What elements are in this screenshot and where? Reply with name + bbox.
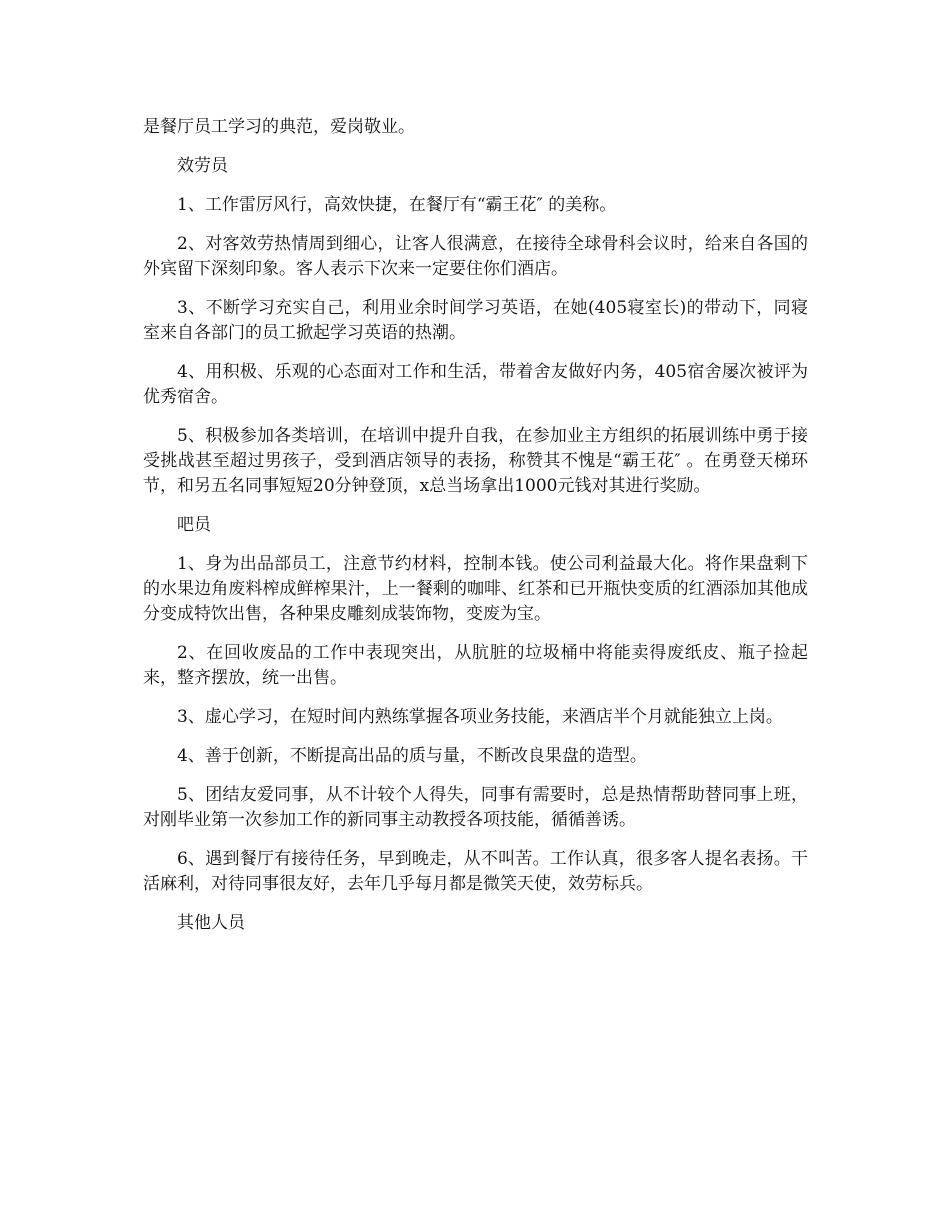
- paragraph: 5、积极参加各类培训，在培训中提升自我，在参加业主方组织的拓展训练中勇于接受挑战甚至超过男孩子，受到酒店领导的表扬，称赞其不愧是“霸王花″ 。在勇登天梯环节，和另五名同事短短20分钟登顶，x总当场拿出1000元钱对其进行奖励。: [143, 426, 808, 496]
- paragraph: 3、虚心学习，在短时间内熟练掌握各项业务技能，来酒店半个月就能独立上岗。: [177, 707, 783, 727]
- section-heading-bar-staff: 吧员: [177, 515, 211, 535]
- paragraph: 1、身为出品部员工，注意节约材料，控制本钱。使公司利益最大化。将作果盘剩下的水果边角废料榨成鲜榨果汁，上一餐剩的咖啡、红茶和已开瓶快变质的红酒添加其他成分变成特饮出售，各种果皮雕刻成装饰物，变废为宝。: [143, 554, 808, 624]
- document-body: [143, 115, 808, 950]
- paragraph-continuation: 是餐厅员工学习的典范，爱岗敬业。: [143, 117, 415, 137]
- paragraph: 4、善于创新，不断提高出品的质与量，不断改良果盘的造型。: [177, 746, 647, 766]
- paragraph: 3、不断学习充实自己，利用业余时间学习英语，在她(405寝室长)的带动下，同寝室来自各部门的员工掀起学习英语的热潮。: [143, 298, 808, 343]
- paragraph: 1、工作雷厉风行，高效快捷，在餐厅有“霸王花″ 的美称。: [177, 195, 617, 215]
- paragraph: 5、团结友爱同事，从不计较个人得失，同事有需要时，总是热情帮助替同事上班，对刚毕业第一次参加工作的新同事主动教授各项技能，循循善诱。: [143, 785, 808, 830]
- paragraph: 6、遇到餐厅有接待任务，早到晚走，从不叫苦。工作认真，很多客人提名表扬。干活麻利，对待同事很友好，去年几乎每月都是微笑天使，效劳标兵。: [143, 849, 808, 894]
- paragraph: 4、用积极、乐观的心态面对工作和生活，带着舍友做好内务，405宿舍屡次被评为优秀宿舍。: [143, 362, 808, 407]
- paragraph: 2、对客效劳热情周到细心，让客人很满意，在接待全球骨科会议时，给来自各国的外宾留下深刻印象。客人表示下次来一定要住你们酒店。: [143, 234, 808, 279]
- section-heading-service-staff: 效劳员: [177, 156, 228, 176]
- paragraph: 2、在回收废品的工作中表现突出，从肮脏的垃圾桶中将能卖得废纸皮、瓶子捡起来，整齐摆放，统一出售。: [143, 643, 808, 688]
- section-heading-other-staff: 其他人员: [177, 913, 245, 933]
